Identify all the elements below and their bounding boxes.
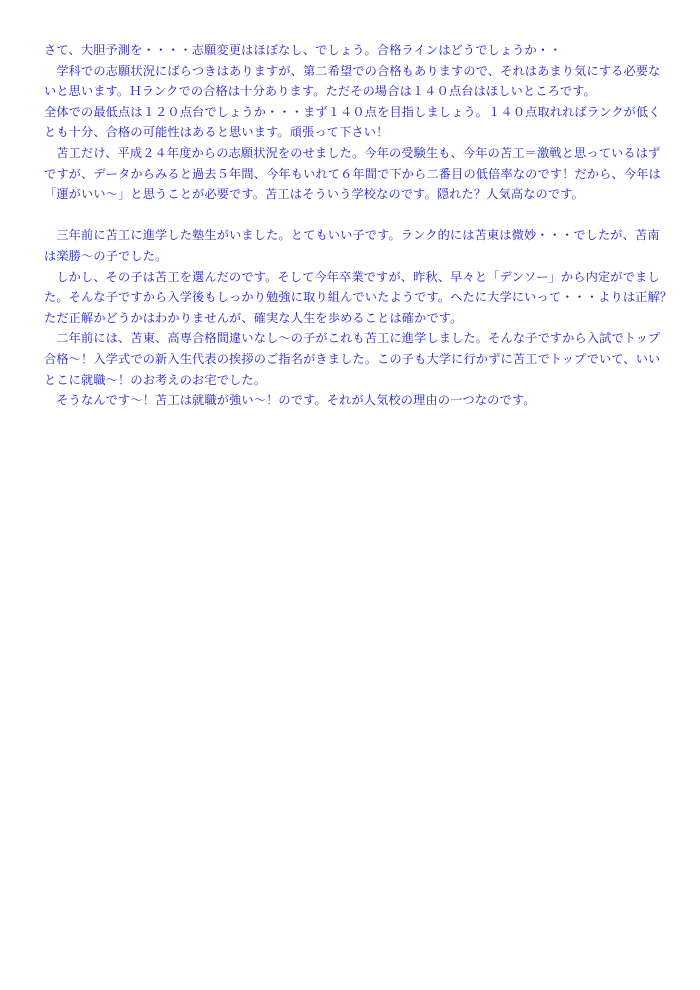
text-line: さて、大胆予測を・・・・志願変更はほぼなし、でしょう。合格ラインはどうでしょうか・・ [44,43,562,57]
text-line: そうなんです〜！苫工は就職が強い〜！のです。それが人気校の理由の一つなのです。 [44,393,536,408]
text-line: ですが、データからみると過去５年間、今年もいれて６年間で下から二番目の低倍率なのです！だから、今年は [44,166,661,181]
text-line: とこに就職〜！のお考えのお宅でした。 [44,372,267,387]
text-line: 二年前には、苫東、高専合格間違いなし〜の子がこれも苫工に進学しました。そんな子ですから入試でトップ [44,331,661,346]
text-line: いと思います。Ｈランクでの合格は十分あります。ただその場合は１４０点台はほしいところです。 [44,84,596,99]
text-line: ただ正解かどうかはわかりませんが、確実な人生を歩めることは確かです。 [44,310,463,325]
text-line: 合格〜！入学式での新入生代表の挨拶のご指名がきました。この子も大学に行かずに苫工でトップでいて、いい [44,351,661,366]
text-line: 苫工だけ、平成２４年度からの志願状況をのせました。今年の受験生も、今年の苫工＝激戦と思っているはず [44,145,661,160]
text-line: た。そんな子ですから入学後もしっかり勉強に取り組んでいたようです。へたに大学にいって・・・よりは正解？ [44,290,673,305]
text-line: 学科での志願状況にばらつきはありますが、第二希望での合格もありますので、それはあまり気にする必要な [44,63,661,78]
paragraph-gap [44,205,664,226]
text-line: は楽勝〜の子でした。 [44,248,168,263]
text-line: 全体での最低点は１２０点台でしょうか・・・まず１４０点を目指しましょう。１４０点取れればランクが低く [44,104,661,119]
text-line: しかし、その子は苫工を選んだのです。そして今年卒業ですが、昨秋、早々と「デンソー」から内定がでまし [44,269,660,284]
text-line: 三年前に苫工に進学した塾生がいました。とてもいい子です。ランク的には苫東は微妙・・・でしたが、苫南 [44,228,660,243]
text-line: とも十分、合格の可能性はあると思います。頑張って下さい！ [44,125,389,140]
text-line: 「運がいい〜」と思うことが必要です。苫工はそういう学校なのです。隠れた？人気高なのです。 [44,187,584,202]
article-body [44,40,673,411]
